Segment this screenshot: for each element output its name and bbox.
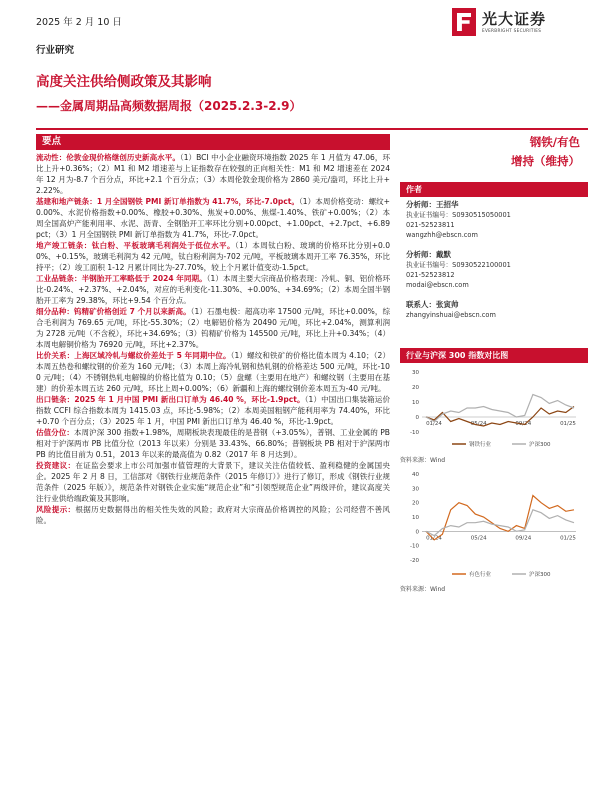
rating-box xyxy=(400,134,588,169)
nonferrous-vs-csi300-chart xyxy=(400,468,588,578)
x-tick-label: 01/25 xyxy=(560,421,576,427)
legend-label: 沪深300 xyxy=(529,572,551,578)
x-tick-label: 09/24 xyxy=(515,535,532,542)
author-phone: 021-52523812 xyxy=(406,271,455,279)
paragraph-lead: 工业品链条：半钢胎开工率略低于 2024 年同期。 xyxy=(36,274,207,283)
paragraph-body: （1）本周主要大宗商品价格表现：冷轧、铜、铝价格环比-0.24%、+2.37%、+2.04%，对应的毛利变化-11.30%、+0.00%、+34.69%；（2）本周全国半钢胎开工率为 29.38%，环比+9.54 个百分点。 xyxy=(36,274,390,305)
summary-heading: 要点 xyxy=(36,134,390,150)
y-tick-label: 20 xyxy=(412,500,419,507)
y-tick-label: 40 xyxy=(412,472,419,478)
paragraph-lead: 风险提示： xyxy=(36,505,76,514)
author-cert: 执业证书编号：S0930522100001 xyxy=(406,261,511,269)
brand-logo-icon xyxy=(452,8,476,36)
brand-name-en: EVERBRIGHT SECURITIES xyxy=(482,28,542,33)
y-tick-label: -10 xyxy=(410,543,419,550)
summary-paragraph xyxy=(36,273,390,306)
paragraph-lead: 投资建议： xyxy=(36,461,76,470)
chart-source: 资料来源：Wind xyxy=(400,586,446,593)
summary-paragraph xyxy=(36,504,390,526)
paragraph-body: （1）BCI 中小企业融资环境指数 2025 年 1 月值为 47.06，环比上升+0.36%；（2）M1 和 M2 增速差与上证指数存在较强的正向相关性：M1 和 M2 增速差在 2024 年 12 月为-8.7 个百分点，环比+2.1 个百分点；（3）本周伦敦金现价格为 2860 美元/盎司，环比上升+2.22%。 xyxy=(36,153,390,195)
author-phone: 021-52523811 xyxy=(406,221,455,229)
rating-label: 增持（维持） xyxy=(511,154,580,168)
x-tick-label: 05/24 xyxy=(470,421,487,427)
paragraph-body: （1）本周价格变动：螺纹+0.00%、水泥价格指数+0.00%、橡胶+0.30%、焦炭+0.00%、焦煤-1.40%、铁矿+0.00%；（2）本周全国高炉产能利用率、水泥、沥青、全钢胎开工率环比分别+0.00pct、+1.00pct、+2.7pct、+6.89pct；（3）1 月全国钢铁 PMI 新订单指数为 41.7%，环比-7.0pct。 xyxy=(36,197,390,239)
summary-paragraph xyxy=(36,460,390,504)
series-line xyxy=(426,407,574,427)
paragraph-body: 在证监会要求上市公司加强市值管理的大背景下，建议关注估值较低、盈利稳健的金属国央企。2025 年 2 月 8 日，工信部对《钢铁行业规范条件（2015 年修订）》进行了修订，形成《钢铁行业规范条件（2025 年版）》，规范条件对钢铁企业实施“规范企业”和“引领型规范企业”两级评价，建议高度关注行业供给端政策及其影响。 xyxy=(36,461,390,503)
brand-logo xyxy=(452,6,582,40)
summary-paragraph xyxy=(36,394,390,427)
paragraph-lead: 基建和地产链条：1 月全国钢铁 PMI 新订单指数为 41.7%，环比-7.0pct。 xyxy=(36,197,299,206)
report-category: 行业研究 xyxy=(36,45,75,56)
paragraph-body: （1）螺纹和铁矿的价格比值本周为 4.10；（2）本周五热卷和螺纹钢的价差为 160 元/吨；（3）本周上海冷轧钢和热轧钢的价格差达 500 元/吨，环比-100 元/吨；（4）不锈钢热轧电解镍的价格比值为 0.10；（5）盘螺（主要用在地产）和螺纹钢（主要用在基建）的价差本周五达 260 元/吨，环比上周+0.00%；（6）新疆和上海的螺纹钢价差本周五为-40 元/吨。 xyxy=(36,351,390,393)
legend-label: 钢铁行业 xyxy=(469,442,492,448)
paragraph-lead: 比价关系：上海区域冷轧与螺纹价差处于 5 年同期中位。 xyxy=(36,351,231,360)
legend-label: 沪深300 xyxy=(529,442,551,448)
legend-label: 有色行业 xyxy=(469,572,492,578)
summary-paragraph xyxy=(36,306,390,350)
y-tick-label: 20 xyxy=(412,385,419,391)
author-name: 分析师：王招华 xyxy=(406,200,459,209)
chart-heading: 行业与沪深 300 指数对比图 xyxy=(400,348,588,363)
report-title: 高度关注供给侧政策及其影响 xyxy=(36,74,212,90)
paragraph-lead: 细分品种：钨精矿价格创近 7 个月以来新高。 xyxy=(36,307,191,316)
y-tick-label: 10 xyxy=(412,400,419,406)
y-tick-label: 10 xyxy=(412,515,419,521)
y-tick-label: 30 xyxy=(412,370,419,376)
paragraph-body: 本周沪深 300 指数+1.98%，周期板块表现最佳的是普钢（+3.05%），普钢、工业金属的 PB 相对于沪深两市 PB 比值分位（2013 年以来）分别是 33.43%、66.80%；普钢板块 PB 相对于沪深两市 PB 的比值目前为 0.51，2013 年以来的最高值为 0.82（2017 年 8 月达到）。 xyxy=(36,428,390,459)
paragraph-body: （1）本周钛白粉、玻璃的价格环比分别+0.00%、+0.15%，玻璃毛利润为 42 元/吨，钛白粉利润为-702 元/吨，平板玻璃本周开工率 76.35%，环比持平；（2）竣工面积 1-12 月累计同比为-27.70%，较上个月累计值变动-1.5pct。 xyxy=(36,241,390,272)
summary-body xyxy=(36,152,390,526)
paragraph-body: （1）中国出口集装箱运价指数 CCFI 综合指数本周为 1415.03 点，环比-5.98%；（2）本周美国粗钢产能利用率为 74.40%，环比+0.70 个百分点；（3）2025 年 1 月，中国 PMI 新出口订单为 46.40 %，环比-1.9pct。 xyxy=(36,395,390,426)
series-line xyxy=(426,510,574,536)
x-tick-label: 01/24 xyxy=(426,535,442,542)
summary-paragraph xyxy=(36,240,390,273)
paragraph-body: 根据历史数据得出的相关性失效的风险；政府对大宗商品价格调控的风险；公司经营不善风险。 xyxy=(36,505,390,525)
contact-card xyxy=(406,300,496,320)
summary-paragraph xyxy=(36,350,390,394)
x-tick-label: 05/24 xyxy=(470,535,487,542)
paragraph-lead: 估值分位： xyxy=(36,428,74,437)
author-email: wangzhh@ebscn.com xyxy=(406,231,478,239)
summary-paragraph xyxy=(36,196,390,240)
y-tick-label: 0 xyxy=(415,415,419,421)
author-card xyxy=(406,200,511,240)
author-cert: 执业证书编号：S0930515050001 xyxy=(406,211,511,219)
sector-label: 钢铁/有色 xyxy=(529,135,580,149)
summary-paragraph xyxy=(36,427,390,460)
paragraph-lead: 地产竣工链条：钛白粉、平板玻璃毛利润处于低位水平。 xyxy=(36,241,235,250)
author-name: 分析师：戴默 xyxy=(406,250,451,259)
paragraph-lead: 出口链条：2025 年 1 月中国 PMI 新出口订单为 46.40 %，环比-1.9pct。 xyxy=(36,395,305,404)
x-tick-label: 09/24 xyxy=(515,421,532,427)
y-tick-label: 30 xyxy=(412,486,419,493)
header-divider xyxy=(36,128,588,130)
series-line xyxy=(426,395,574,422)
steel-vs-csi300-chart xyxy=(400,366,588,448)
y-tick-label: -20 xyxy=(410,558,419,564)
report-subtitle: ——金属周期品高频数据周报（2025.2.3-2.9） xyxy=(36,99,302,113)
chart-source: 资料来源：Wind xyxy=(400,457,446,464)
contact-email: zhangyinshuai@ebscn.com xyxy=(406,311,496,319)
report-date: 2025 年 2 月 10 日 xyxy=(36,17,122,28)
author-heading: 作者 xyxy=(400,182,588,197)
brand-name: 光大证券 xyxy=(482,10,547,28)
summary-paragraph xyxy=(36,152,390,196)
contact-name: 联系人：张寅帅 xyxy=(406,300,459,309)
paragraph-lead: 流动性：伦敦金现价格继创历史新高水平。 xyxy=(36,153,180,162)
y-tick-label: -10 xyxy=(410,430,419,436)
author-email: modai@ebscn.com xyxy=(406,281,469,289)
author-card xyxy=(406,250,511,290)
x-tick-label: 01/25 xyxy=(560,535,576,542)
x-tick-label: 01/24 xyxy=(426,421,442,427)
paragraph-body: （1）石墨电极：超高功率 17500 元/吨，环比+0.00%，综合毛利润为 769.65 元/吨，环比-55.30%；（2）电解铝价格为 20490 元/吨，环比+2.04%，测算利润为 2728 元/吨（不含税），环比+34.69%；（3）钨精矿价格为 145500 元/吨，环比上升+0.34%；（4）本周电解铜价格为 76920 元/吨，环比+2.37%。 xyxy=(36,307,390,349)
y-tick-label: 0 xyxy=(415,529,419,536)
